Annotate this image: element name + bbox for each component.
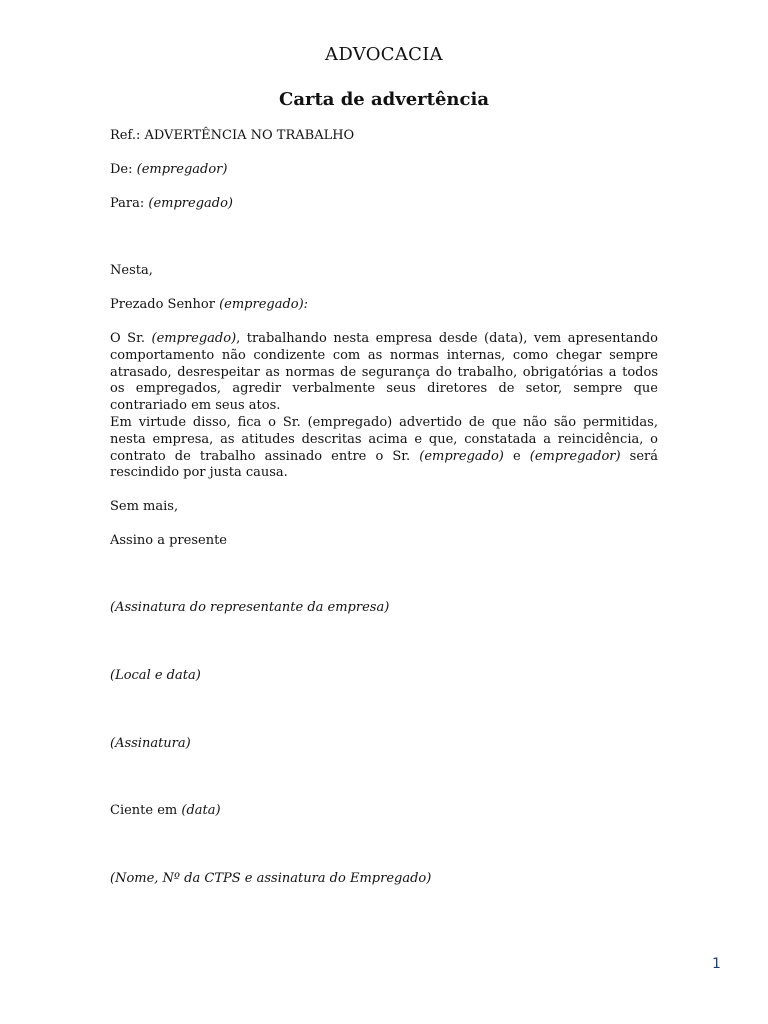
aware-line [110, 803, 221, 819]
paragraph-behavior [110, 331, 658, 415]
to-value: (empregado) [148, 196, 234, 211]
paragraph2-italic-employer: (empregador) [529, 448, 621, 464]
company-signature-line [110, 600, 389, 616]
to-label: Para: [110, 196, 149, 211]
to-line [110, 196, 233, 212]
place-date-line [110, 668, 201, 684]
signature-line [110, 736, 191, 752]
aware-label: Ciente em [110, 803, 182, 818]
paragraph2-middle: e [503, 448, 530, 464]
paragraph1-rest: , trabalhando nesta empresa desde (data), vem apresentando comportamento não condizente com as normas internas, como chegar sempre atrasado, desrespeitar as normas de segurança do trabalho, obrigatórias a todos os empregados, agredir verbalmente seus diretores de setor, sempre que contrariado em seus atos. [110, 331, 658, 414]
page-number: 1 [712, 956, 721, 972]
reference-line: Ref.: ADVERTÊNCIA NO TRABALHO [110, 128, 355, 143]
paragraph2-end: será rescindido por justa causa. [110, 448, 658, 481]
paragraph1-italic: (empregado) [151, 331, 237, 346]
signature-text: (Assinatura) [110, 736, 191, 751]
header-title: ADVOCACIA [325, 44, 443, 65]
from-label: De: [110, 162, 137, 177]
paragraph-warning [110, 415, 658, 482]
employee-signature-text: (Nome, Nº da CTPS e assinatura do Empregado) [110, 871, 432, 886]
document-title: Carta de advertência [279, 89, 489, 110]
salutation-italic: (empregado): [219, 297, 309, 312]
opening-line: Nesta, [110, 263, 153, 278]
aware-value: (data) [181, 803, 221, 818]
paragraph2-italic-employee: (empregado) [419, 448, 504, 464]
salutation-text: Prezado Senhor [110, 297, 220, 312]
closing-line: Sem mais, [110, 499, 179, 514]
company-signature-text: (Assinatura do representante da empresa) [110, 600, 390, 615]
from-line [110, 162, 227, 178]
from-value: (empregador) [136, 162, 228, 177]
paragraph1-start: O Sr. [110, 331, 152, 346]
salutation-line [110, 297, 308, 313]
paragraph2-start: Em virtude disso, fica o Sr. (empregado) advertido de que não são permitidas, nesta empresa, as atitudes descritas acima e que, constatada a reincidência, o contrato de trabalho assinado entre o Sr. [110, 415, 658, 464]
employee-signature-line [110, 871, 431, 887]
place-date-text: (Local e data) [110, 668, 201, 683]
sign-intro-line: Assino a presente [110, 533, 227, 548]
